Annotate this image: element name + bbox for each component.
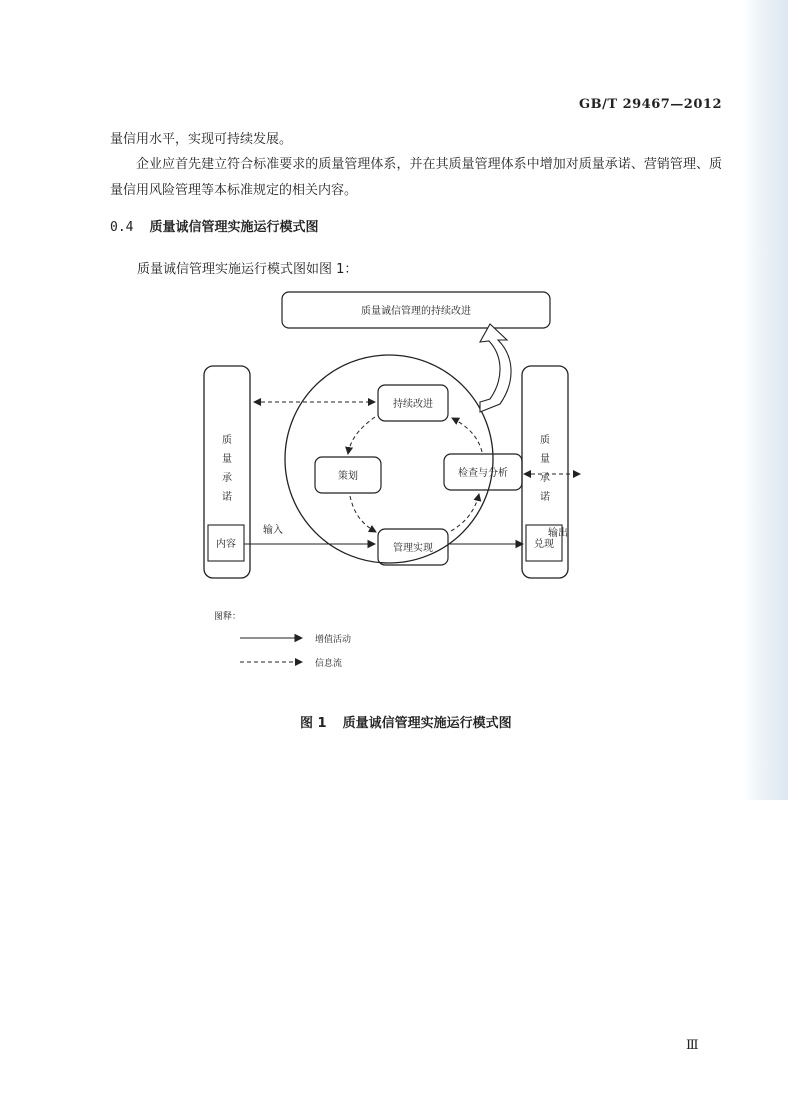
- check-label: 检查与分析: [458, 468, 508, 479]
- left-pillar-char: 承: [222, 473, 232, 484]
- page-number: Ⅲ: [686, 1038, 699, 1053]
- section-number: 0.4: [110, 220, 134, 235]
- fulfillment-label: 兑现: [534, 539, 554, 550]
- cycle-arrow-plan-to-implement: [350, 496, 376, 532]
- cycle-arrow-implement-to-check: [451, 494, 479, 531]
- left-pillar-char: 量: [222, 454, 232, 465]
- continuous-improvement-label: 质量诚信管理的持续改进: [361, 306, 471, 317]
- cycle-arrow-improve-to-plan: [348, 417, 375, 454]
- section-title: 质量诚信管理实施运行模式图: [149, 220, 319, 235]
- plan-label: 策划: [338, 471, 358, 482]
- right-pillar-char: 诺: [540, 492, 550, 503]
- legend-dashed-label: 信息流: [315, 659, 343, 669]
- legend-solid-label: 增值活动: [315, 635, 352, 645]
- right-pillar-char: 承: [540, 473, 550, 484]
- input-label: 输入: [263, 525, 283, 536]
- implement-label: 管理实现: [393, 543, 433, 554]
- output-label: 输出: [548, 528, 568, 539]
- section-heading: [110, 216, 319, 235]
- cycle-arrow-check-to-improve: [452, 418, 482, 452]
- right-pillar-char: 质: [540, 435, 550, 446]
- scan-edge-shadow: [742, 0, 788, 800]
- figure-caption: [300, 712, 512, 731]
- figure-number: 图 1: [300, 716, 327, 731]
- improve-label: 持续改进: [393, 399, 433, 410]
- right-pillar-char: 量: [540, 454, 550, 465]
- operation-model-diagram: [190, 286, 570, 691]
- legend-title: 图释：: [214, 612, 242, 622]
- content-label: 内容: [216, 539, 236, 550]
- left-pillar-char: 质: [222, 435, 232, 446]
- right-connectors: [520, 466, 590, 546]
- feedback-arrow-icon: [480, 324, 511, 412]
- figure-title: 质量诚信管理实施运行模式图: [342, 716, 512, 731]
- paragraph-continued: 量信用水平，实现可持续发展。: [110, 132, 293, 147]
- process-circle: [285, 355, 493, 563]
- paragraph-qms: 企业应首先建立符合标准要求的质量管理体系，并在其质量管理体系中增加对质量承诺、营销管理、质量信用风险管理等本标准规定的相关内容。: [110, 157, 722, 198]
- left-pillar-char: 诺: [222, 492, 232, 503]
- figure-intro: 质量诚信管理实施运行模式图如图 1：: [137, 262, 358, 277]
- standard-number: GB/T 29467—2012: [579, 97, 722, 112]
